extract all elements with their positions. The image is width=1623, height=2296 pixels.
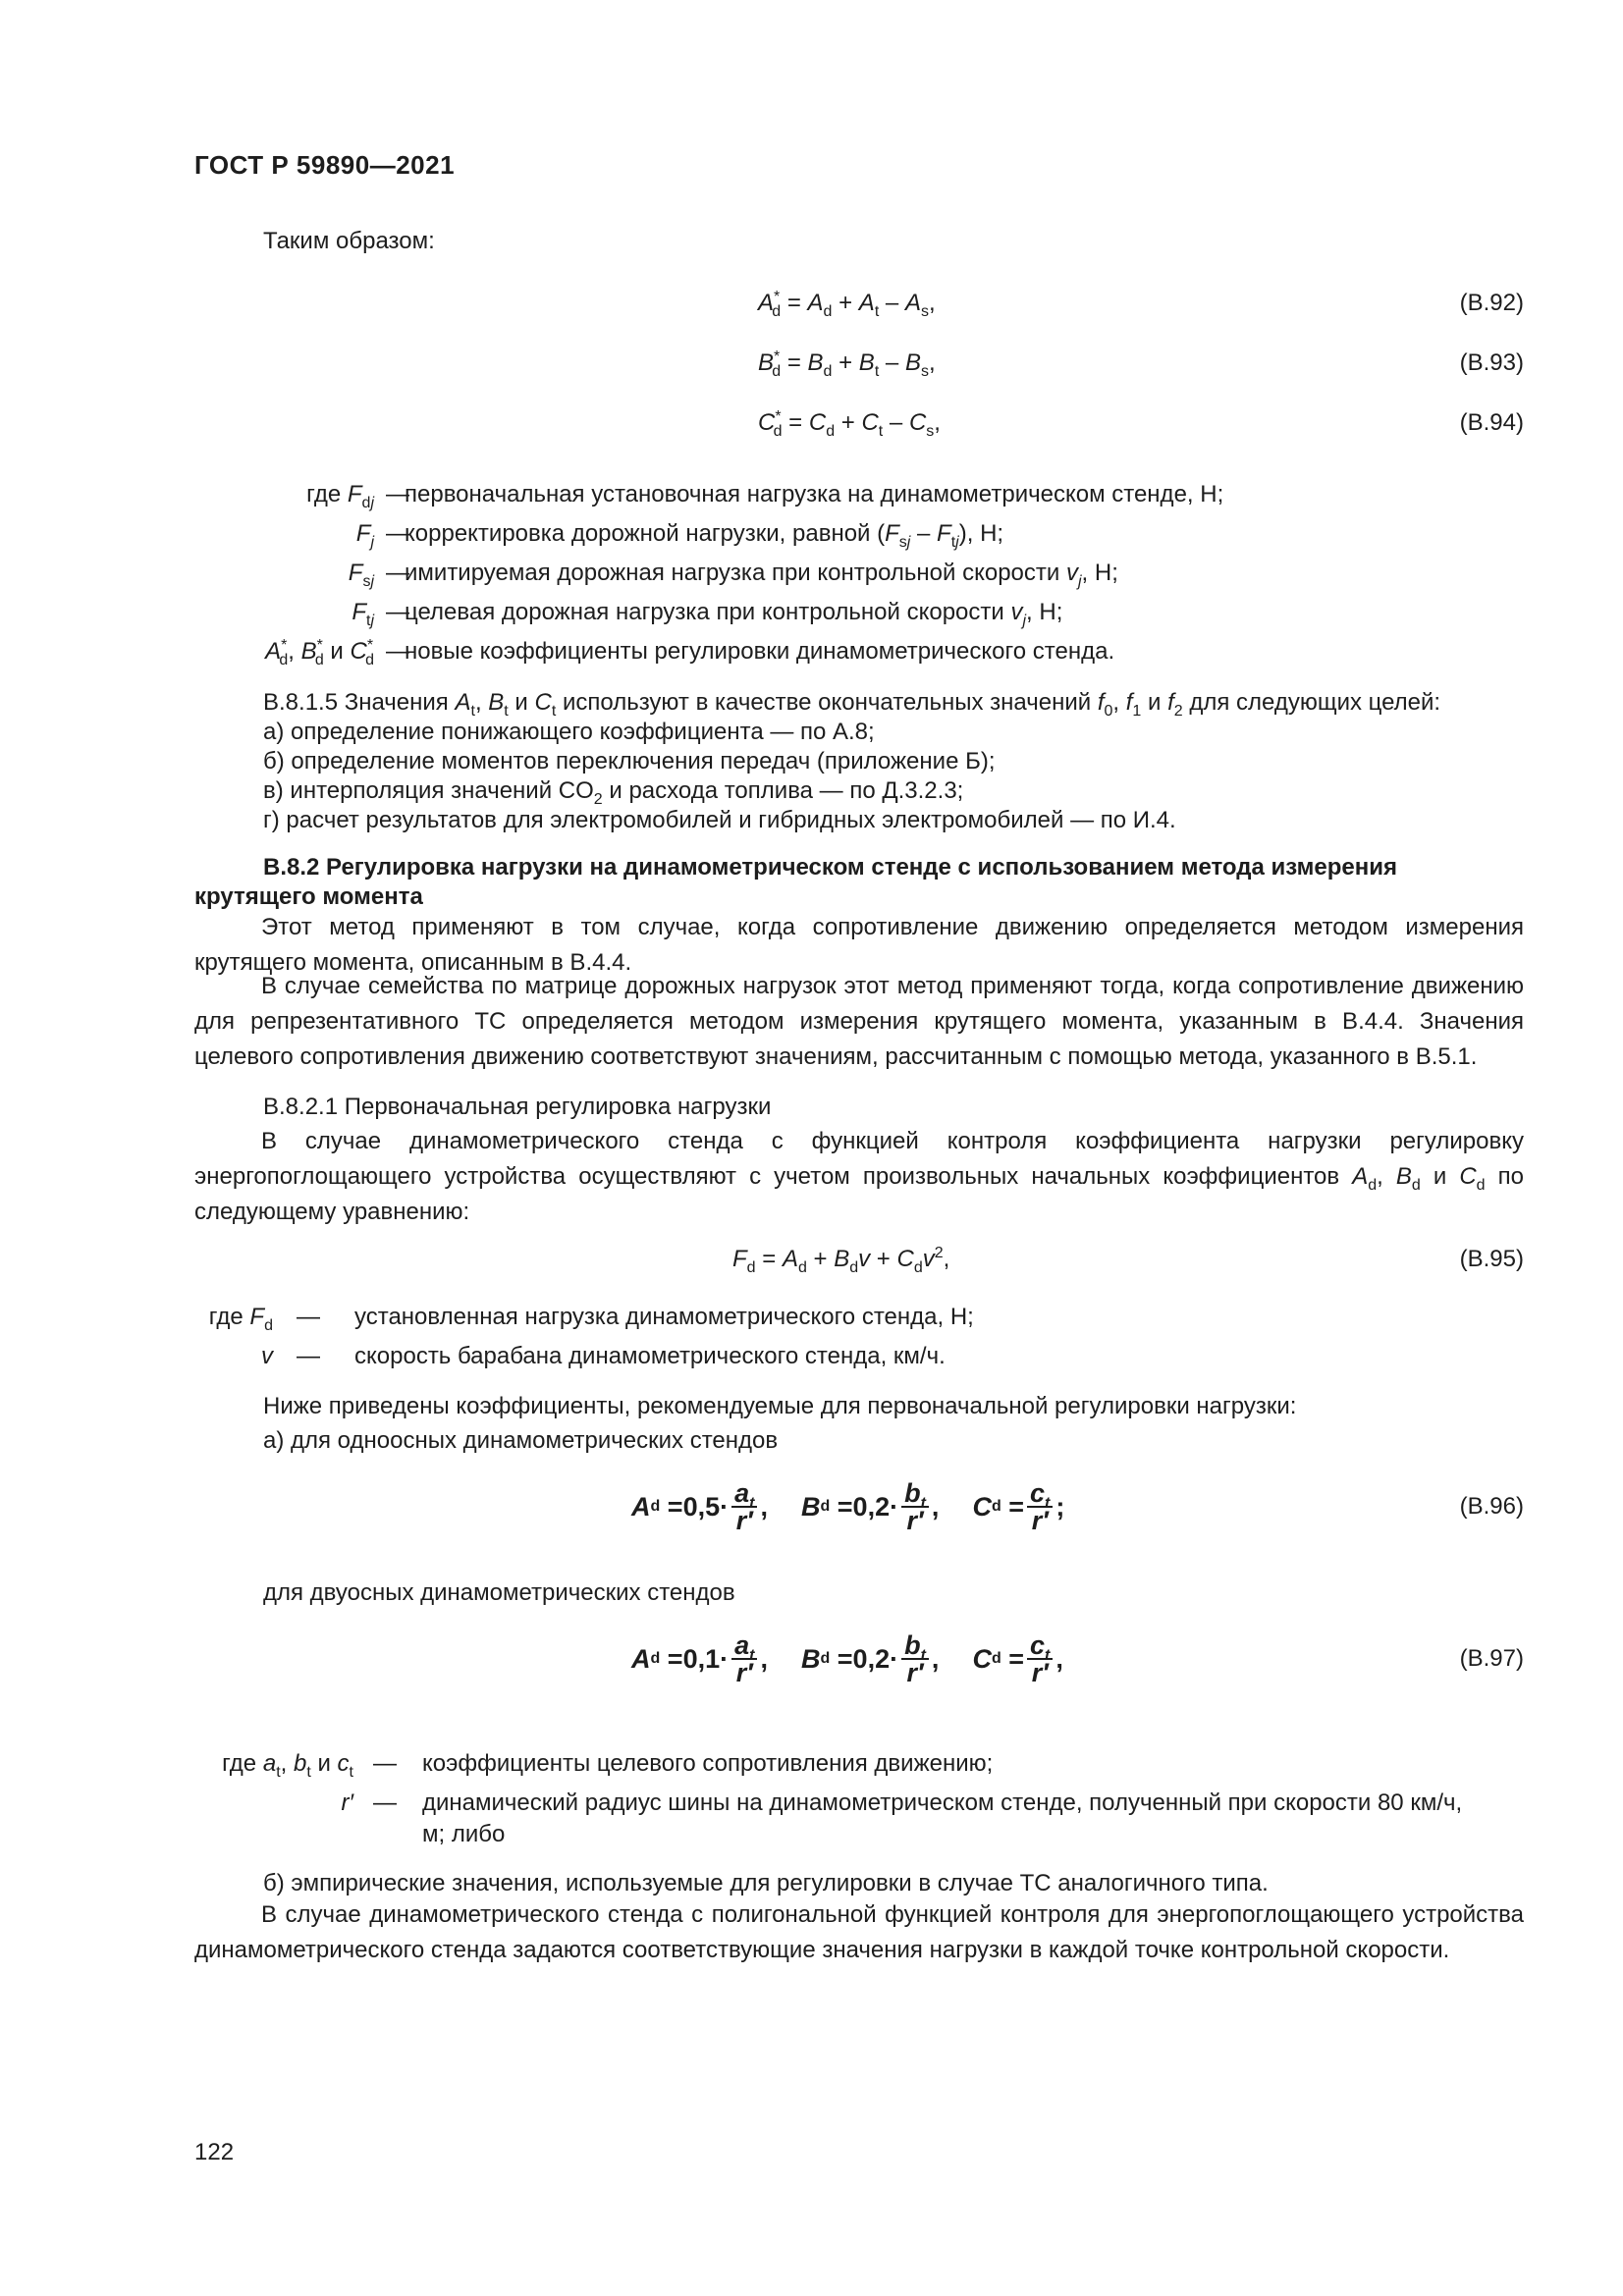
paragraph-method: Этот метод применяют в том случае, когда сопротивление движению определяется методом измерения крутящего момента, описанным в В.4.4.	[194, 914, 1524, 976]
clause-b815: В.8.1.5 Значения $A_t$, $B_t$ и $C_t$ используют в качестве окончательных значений $f_0$, $f_1$ и $f_2$ для следующих целей:	[263, 689, 1441, 720]
def-dash: —	[386, 520, 409, 547]
section-title: В.8.2 Регулировка нагрузки на динамометрическом стенде с использованием метода измерения	[263, 854, 1397, 881]
def-text-ftj: целевая дорожная нагрузка при контрольной скорости $v_j$, Н;	[405, 599, 1063, 629]
def-dash: —	[386, 599, 409, 625]
equation-number-b95: (В.95)	[1459, 1246, 1524, 1272]
list-item-a: а) определение понижающего коэффициента — по А.8;	[263, 719, 875, 745]
paragraph-coeff-control: В случае динамометрического стенда с функцией контроля коэффициента нагрузки регулировку энергопоглощающего устройства осуществляют с учетом произвольных начальных коэффициентов $A_d$, $B_d$ и $C_d$ по следующему уравнению:	[194, 1128, 1524, 1225]
list-item-c: в) интерполяция значений $CO_2$ и расхода топлива — по Д.3.2.3;	[263, 777, 964, 808]
equation-number-b93: (В.93)	[1459, 349, 1524, 376]
equation-b92: $A^*_d = A_d + A_t - A_s$,	[758, 289, 936, 320]
paragraph-family: В случае семейства по матрице дорожных нагрузок этот метод применяют тогда, когда сопротивление движению для репрезентативного ТС определяется методом измерения крутящего момента, указанным в В.4.4. Значения целевого сопротивления движению соответствуют значениям, рассчитанным с помощью метода, указанного в В.5.1.	[194, 973, 1524, 1070]
section-title-cont: крутящего момента	[194, 883, 423, 910]
def-label-ftj: $F_{tj}$	[352, 599, 374, 629]
def-dash: —	[386, 560, 409, 586]
def-dash: —	[373, 1750, 397, 1777]
def-label-coeffs-t: где $a_t$, $b_t$ и $c_t$	[222, 1750, 353, 1781]
equation-b96: A d = 0,5 · $\frac{a_t}{r'}$ , B d = 0,2 · $\frac{b_t}{r'}$ , C d = $\frac{c_t}{r'}$ ;	[631, 1478, 1065, 1535]
def-label-v: v	[261, 1343, 273, 1369]
def-text-fdj: первоначальная установочная нагрузка на динамометрическом стенде, Н;	[405, 481, 1224, 507]
intro-text: Таким образом:	[263, 228, 435, 254]
page-number: 122	[194, 2139, 235, 2165]
def-dash: —	[386, 481, 409, 507]
paragraph-empirical: б) эмпирические значения, используемые для регулировки в случае ТС аналогичного типа.	[263, 1870, 1269, 1896]
def-text-fsj: имитируемая дорожная нагрузка при контрольной скорости $v_j$, Н;	[405, 560, 1118, 590]
equation-number-b97: (В.97)	[1459, 1645, 1524, 1672]
def-text-coeffs: новые коэффициенты регулировки динамометрического стенда.	[405, 638, 1115, 665]
equation-number-b96: (В.96)	[1459, 1493, 1524, 1520]
def-label-fd: где $F_d$	[208, 1304, 273, 1334]
list-item-d: г) расчет результатов для электромобилей и гибридных электромобилей — по И.4.	[263, 807, 1176, 833]
def-text-fj: корректировка дорожной нагрузки, равной $(F_{sj} - F_{tj})$, Н;	[405, 520, 1004, 551]
paragraph-two-axis: для двуосных динамометрических стендов	[263, 1579, 735, 1606]
equation-b93: $B^*_d = B_d + B_t - B_s$,	[758, 348, 936, 380]
equation-b94: $C^*_d = C_d + C_t - C_s$,	[758, 408, 941, 440]
def-text-r-cont: м; либо	[422, 1821, 506, 1847]
paragraph-single-axis: а) для одноосных динамометрических стендов	[263, 1427, 779, 1454]
clause-b821: В.8.2.1 Первоначальная регулировка нагрузки	[263, 1094, 772, 1120]
paragraph-polygonal: В случае динамометрического стенда с полигональной функцией контроля для энергопоглощающего устройства динамометрического стенда задаются соответствующие значения нагрузки в каждой точке контрольной скорости.	[194, 1901, 1524, 1963]
equation-number-b92: (В.92)	[1459, 290, 1524, 316]
def-dash: —	[373, 1789, 397, 1816]
def-text-r: динамический радиус шины на динамометрическом стенде, полученный при скорости 80 км/ч,	[422, 1789, 1463, 1816]
def-dash: —	[297, 1304, 320, 1330]
def-label-fsj: $F_{sj}$	[348, 560, 374, 590]
paragraph-recommended: Ниже приведены коэффициенты, рекомендуемые для первоначальной регулировки нагрузки:	[263, 1393, 1297, 1419]
def-dash: —	[297, 1343, 320, 1369]
list-item-b: б) определение моментов переключения передач (приложение Б);	[263, 748, 996, 774]
def-text-fd: установленная нагрузка динамометрического стенда, Н;	[354, 1304, 974, 1330]
def-text-coeffs-t: коэффициенты целевого сопротивления движению;	[422, 1750, 994, 1777]
def-label-fdj: где $F_{dj}$	[306, 481, 374, 511]
def-label-r: r′	[341, 1789, 353, 1816]
def-dash: —	[386, 638, 409, 665]
def-label-fj: $F_j$	[355, 520, 374, 551]
standard-header: ГОСТ Р 59890—2021	[194, 150, 456, 180]
def-text-v: скорость барабана динамометрического стенда, км/ч.	[354, 1343, 946, 1369]
def-label-coeffs: $A^*_d$, $B^*_d$ и $C^*_d$	[265, 637, 374, 668]
equation-b95: $F_d = A_d + B_dv + C_dv^2$,	[732, 1245, 950, 1276]
equation-b97: A d = 0,1 · $\frac{a_t}{r'}$ , B d = 0,2 · $\frac{b_t}{r'}$ , C d = $\frac{c_t}{r'}$ ,	[631, 1630, 1063, 1687]
equation-number-b94: (В.94)	[1459, 409, 1524, 436]
